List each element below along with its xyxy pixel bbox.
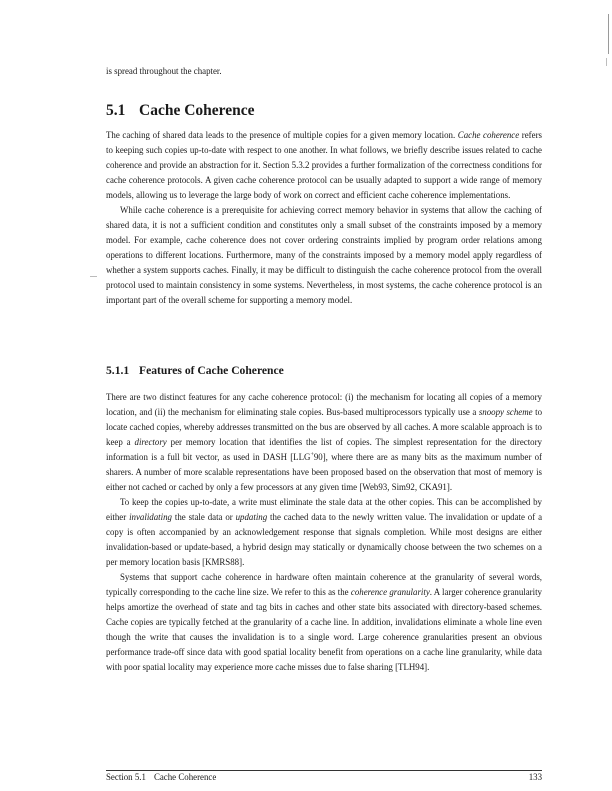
emphasized-term: Cache coherence <box>457 130 520 140</box>
section-number: 5.1 <box>106 102 126 119</box>
text-run: . A larger coherence granularity helps amortize the overhead of state and tag bits in caches and other state bits associated with directory-based schemes. Cache copies are typically fetched at the granularity of a cache line. In addition, invalidations eliminate a whole line even though the write that causes the invalidation is to a single word. Large coherence granularities present an obvious performance trade-off since data with good spatial locality benefit from operations on a cache line granularity, while data with poor spatial locality may experience more cache misses due to false sharing [TLH94]. <box>106 587 542 672</box>
emphasized-term: directory <box>134 437 167 447</box>
scan-edge-mark-small <box>606 58 607 66</box>
footer-section <box>106 772 216 782</box>
text-run: to locate cached copies, whereby addresses transmitted on the bus are observed by all caches. A more scalable approach is to keep a <box>106 407 543 447</box>
text-run: To keep the copies up-to-date, a write must eliminate the stale data at the other copies. This can be accomplished by either <box>106 497 542 522</box>
emphasized-term: invalidating <box>129 512 172 522</box>
emphasized-term: updating <box>235 512 268 522</box>
lead-in-text: is spread throughout the chapter. <box>106 66 222 76</box>
subsection-number: 5.1.1 <box>106 364 130 377</box>
paragraph <box>106 390 542 495</box>
section-heading <box>106 102 255 120</box>
emphasized-term: snoopy scheme <box>478 407 533 417</box>
text-run: the stale data or <box>171 512 236 522</box>
subsection-heading <box>106 364 284 377</box>
text-run: The caching of shared data leads to the presence of multiple copies for a given memory location. <box>106 130 458 140</box>
text-run: 90], where there are as many bits as the maximum number of sharers. A number of more scalable representations have been proposed based on the observation that most of memory is either not cached or cached by only a few processors at any given time [Web93, Sim92, CKA91]. <box>106 452 542 492</box>
text-run: Systems that support cache coherence in hardware often maintain coherence at the granularity of several words, typically corresponding to the cache line size. We refer to this as the <box>106 572 542 597</box>
text-run: While cache coherence is a prerequisite for achieving correct memory behavior in systems that allow the caching of shared data, it is not a sufficient condition and constitutes only a small subset of the constraints imposed by a memory model. For example, cache coherence does not cover ordering constraints implied by program order relations among operations to different locations. Furthermore, many of the constraints imposed by a memory model apply regardless of whether a system supports caches. Finally, it may be difficult to distinguish the cache coherence protocol from the overall protocol used to maintain consistency in some systems. Nevertheless, in most systems, the cache coherence protocol is an important part of the overall scheme for supporting a memory model. <box>106 205 542 305</box>
scan-edge-mark <box>608 14 609 54</box>
subsection-body <box>106 390 542 675</box>
section-title: Cache Coherence <box>139 102 255 119</box>
margin-mark <box>90 276 97 277</box>
text-run: refers to keeping such copies up-to-date with respect to one another. In what follows, we briefly describe issues related to cache coherence and provide an abstraction for it. Section 5.3.2 provides a further formalization of the correctness conditions for cache coherence protocols. A given cache coherence protocol can be usually adapted to support a wide range of memory models, allowing us to leverage the large body of work on correct and efficient cache coherence implementations. <box>106 130 542 200</box>
paragraph <box>106 495 542 570</box>
text-run: There are two distinct features for any cache coherence protocol: (i) the mechanism for locating all copies of a memory location, and (ii) the mechanism for eliminating stale copies. Bus-based multiprocessors typically use a <box>106 392 542 417</box>
section-body <box>106 128 542 308</box>
paragraph <box>106 570 542 675</box>
paragraph <box>106 203 542 308</box>
subsection-title: Features of Cache Coherence <box>139 364 284 377</box>
footer-section-label: Section 5.1 <box>106 772 146 782</box>
text-run: the cached data to the newly written value. The invalidation or update of a copy is often accompanied by an acknowledgement response that signals completion. While most designs are either invalidation-based or update-based, a hybrid design may statically or dynamically choose between the two schemes on a per memory location basis [KMRS88]. <box>106 512 543 567</box>
footer-rule <box>106 770 542 771</box>
footer-section-title: Cache Coherence <box>153 772 217 782</box>
emphasized-term: coherence granularity <box>350 587 430 597</box>
superscript: + <box>310 452 314 458</box>
text-run: per memory location that identifies the list of copies. The simplest representation for the directory information is a full bit vector, as used in DASH [LLG <box>106 437 542 462</box>
paragraph <box>106 128 542 203</box>
page-number: 133 <box>528 772 542 782</box>
